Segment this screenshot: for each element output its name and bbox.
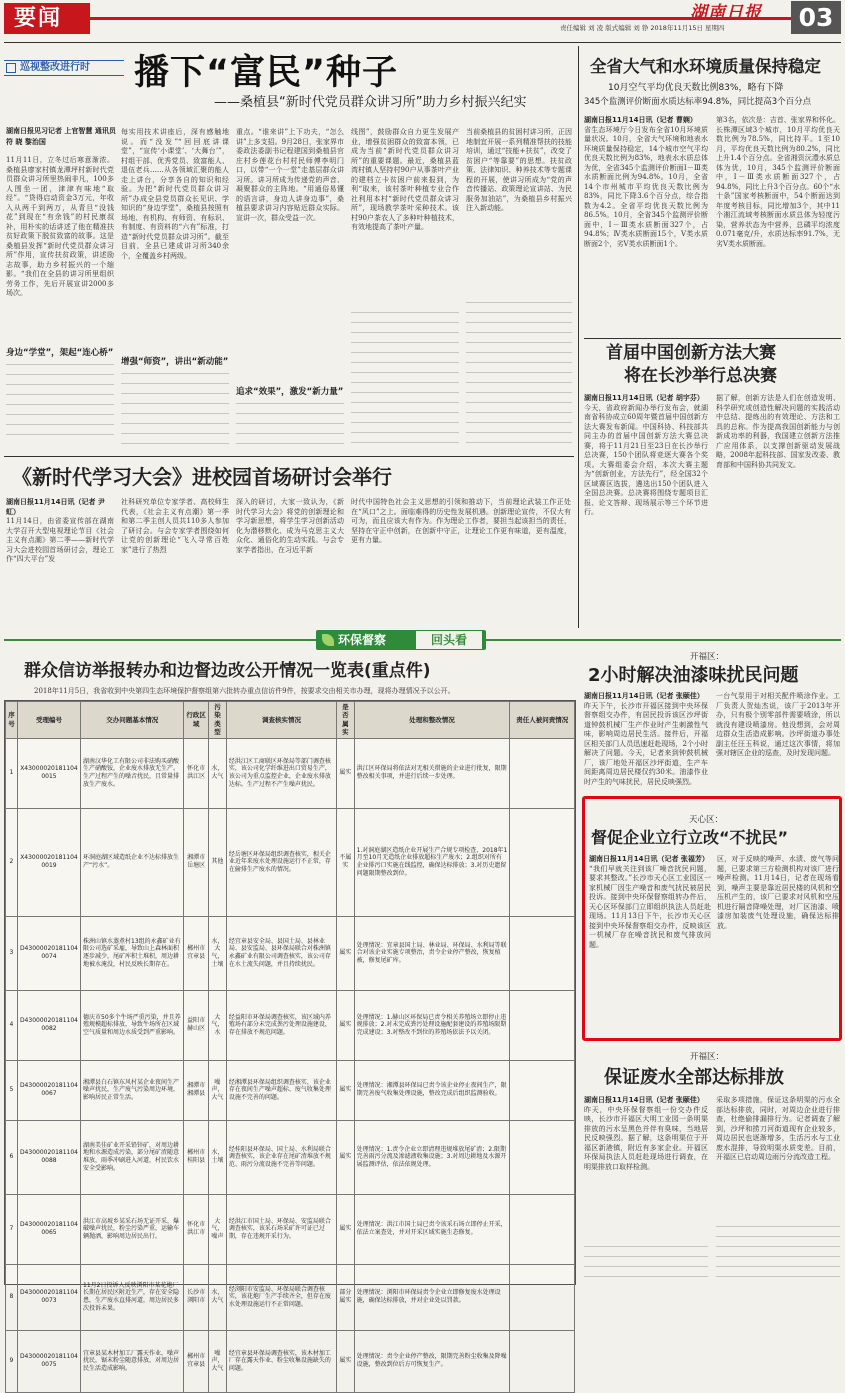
study-story: [4, 458, 574, 630]
cell-issue: 宜章县某木材加工厂露天作业，噪声扰民，锯末粉尘随意排放，对周边居民生活造成影响。: [81, 1330, 184, 1392]
cell-area: 湘潭市湘潭县: [184, 1060, 209, 1120]
cell-ask: [510, 1060, 575, 1120]
kaifu1-col-1: [584, 692, 708, 792]
cell-handle: 处理情况：宜章县国土局、林业局、环保局、水利局等联合对该企业实施专项整治，责令企业停产整改，恢复植被，修复尾矿库。: [354, 916, 510, 990]
banner-leaf-icon: [322, 634, 334, 646]
cell-id: D43000020181104 0067: [17, 1060, 80, 1120]
table-row: [6, 808, 575, 916]
complaint-table: [4, 700, 576, 1373]
cell-no: 7: [6, 1194, 18, 1264]
tianxin-col-2: [717, 855, 839, 1037]
env-text-a: 省生态环境厅今日发布全省10月环境质量状况。10月，全省大气环境和地表水环境质量保持稳定，14个城市空气平均优良天数比例为83%，地表水水质总体为优，全省345个监测评价断面Ⅰ－Ⅲ类水质断面比例为94.8%。10月，全省14个市州城市平均优良天数比例为83%，同比下降3.6个百分点，综合指数为4.2。全省平均优良天数比例为86.5%。10月，全省345个监测评价断面中，Ⅰ－Ⅲ类水质断面327个，占94.8%；Ⅳ类水质断面15个，Ⅴ类水质断面2个，劣Ⅴ类水质断面1个。: [584, 125, 708, 248]
lead-subhead-2: 增强“师资”，讲出“新动能”: [121, 357, 229, 367]
main-column-divider: [578, 46, 579, 628]
cell-handle: 1.对洞庭湖区造纸企业开展生产合规专项检查，2018年1月至10月无造纸企业排放超标生产废水；2.组织对所有企业排污口实施在线监控，确保达标排放；3.对历史遗留问题限期整改到位。: [354, 808, 510, 916]
column-tag: [4, 60, 124, 76]
innovation-byline: 湖南日报11月14日讯（记者 胡宇芬）: [584, 394, 704, 402]
innovation-story: [584, 340, 841, 628]
editors-line: 责任编辑 刘 凌 版式编辑 刘 铮 2018年11月15日 星期四: [560, 24, 725, 32]
cell-issue: 洪江市高坡乡某采石场无证开采，爆破噪声扰民，粉尘污染严重，运输车辆抛洒，影响周边居民出行。: [81, 1194, 184, 1264]
lead-col-3-filler: [236, 403, 344, 449]
table-row: [6, 1330, 575, 1392]
cell-type: 水，大气: [208, 1264, 226, 1330]
cell-check: 经湘潭县环保局组织调查核实，该企业存在夜间生产噪声超标、废气收集处理设施不完善的问题。: [226, 1060, 336, 1120]
kaifu1-text-a: 昨天下午，长沙市开福区接到中央环保督察组交办件，有居民投诉该区沙坪街道钟鼓机械厂生产作业时产生刺激性气味，影响周边居民生活。接件后，开福区相关部门人员迅速赶赴现场，2个小时解决了问题。今天，记者来到钟鼓机械厂，该厂地处开福区沙坪街道，生产车间距离周边居民楼仅约30米。油漆作业时产生的气味扰民，居民反映强烈。: [584, 701, 708, 786]
cell-id: D43000020181104 0075: [17, 1330, 80, 1392]
cell-issue: 湖南汉华化工有限公司非法购买硝酸生产硝酸铵，企业废水排放无生产。生产过程产生的噪音扰民，且常量排放生产废水。: [81, 738, 184, 808]
study-headline: 《新时代学习大会》进校园首场研讨会举行: [12, 465, 392, 489]
cell-ask: [510, 808, 575, 916]
cell-issue: 环洞庭湖区域造纸企业不达标排放生产“污水”。: [81, 808, 184, 916]
cell-area: 怀化市洪江区: [184, 738, 209, 808]
cell-check: 经浏阳市安监局、环保局联合调查核实，该花炮厂生产手续齐全，但存在废水处理设施运行不正常问题。: [226, 1264, 336, 1330]
kaifu2-col-1: [584, 1096, 708, 1284]
study-col-2-text: 社科研究单位专家学者、高校师生代表，《社会主义有点潮》第一季和第二季主创人员共110多人参加了研讨会。与会专家学者围绕如何让党的创新理论“飞入寻常百姓家”进行了热烈: [121, 498, 229, 554]
lead-subhead: ——桑植县“新时代党员群众讲习所”助力乡村振兴纪实: [214, 95, 527, 110]
tianxin-text-a: “我们早就关注到该厂噪音扰民问题，要求其整改。”长沙市天心区工业园区一家机械厂因生产噪音和废气扰民被居民投诉。接到中央环保督察组转办件后，天心区环保部门立即组织执法人员赶赴现场。11月13日下午，长沙市天心区接到中央环保督察组交办件，反映该区一机械厂存在噪音扰民和废气排放问题。: [589, 864, 711, 949]
paper-logo: 湖南日报: [690, 3, 762, 23]
cell-no: 8: [6, 1264, 18, 1330]
kaifu1-byline: 湖南日报11月14日讯（记者 张颐佳）: [584, 692, 704, 700]
lead-col-1-text: 11月11日，立冬过后寒意渐浓。桑植县廖家村镇龙潭坪村新时代党员群众讲习所里热闹非凡，100多人围坐一团，津津有味地“取经”。“贷得启动资金3万元，年收入从两千到两万，从青旦“没钱花”到现在“有余钱”的村民康叔补，用朴实的话讲述了他在精准扶贫好政策下脱贫致富的故事。这是桑植县发挥“新时代党员群众讲习所”作用，宣传扶贫政策，讲述励志故事，助力乡村振兴的一个缩影。“我们在全县的讲习所里组织劳务工作，先后开展宣讲2000多场次。: [6, 156, 114, 298]
cell-issue: 湘潭县白石镇东风村某企业夜间生产噪声扰民，生产废气污染周边环境，影响居民正常生活。: [81, 1060, 184, 1120]
study-col-1: [6, 498, 114, 626]
cell-ask: [510, 990, 575, 1060]
th-id: 受理编号: [17, 702, 80, 739]
th-no: 序号: [6, 702, 18, 739]
cell-check: 经岳塘区环保局组织调查核实，相关企业近年来废水处理设施运行不正常，存在偷排生产废水的情况。: [226, 808, 336, 916]
th-type: 污染类型: [208, 702, 226, 739]
cell-type: 水，大气: [208, 738, 226, 808]
table-row: [6, 738, 575, 808]
cell-issue: 湖南美佳矿业开采铅锌矿，对周边耕地和水源造成污染，部分尾矿渣随意堆放，雨季冲刷进入河道，村民饮水安全受影响。: [81, 1120, 184, 1194]
innovation-text-a: 今天，省政府新闻办举行发布会，就湖南省科协成立60周年暨首届中国创新方法大赛发布新闻。中国科协、科技部共同主办的首届中国创新方法大赛总决赛，将于11月21日至23日在长沙举行总决赛，150个团队将竞逐大赛各个奖项。大赛组委会介绍，本次大赛主题为“创新创业，方法先行”，经全国32个区域赛区选拔，遴选出150个团队进入全国总决赛。总决赛将围绕专题项目汇报、论文答辩、现场展示等三个环节进行。: [584, 403, 708, 517]
table-intro: 2018年11月5日，我省收到中央第四生态环境保护督察组第六批转办重点信访件9件，按要求交由相关市办理，现将办理情况予以公开。: [34, 687, 455, 695]
table-row: [6, 990, 575, 1060]
table-header-row: [6, 702, 575, 739]
cell-real: 属实: [337, 1120, 354, 1194]
cell-area: 郴州市宜章县: [184, 916, 209, 990]
lead-col-3: [236, 128, 344, 450]
lead-col-1-filler: [6, 364, 114, 444]
lead-subhead-1: 身边“学堂”，架起“连心桥”: [6, 348, 114, 358]
env-quality-story: [584, 46, 841, 336]
cell-area: 怀化市洪江市: [184, 1194, 209, 1264]
innovation-text-b: 据了解，创新方法是人们在创造发明、科学研究或创造性解决问题的实践活动中总结、提炼出的有效理论、方法和工具的总称。作为提高我国创新能力与创新成功率的利器，我国建立创新方法推广应用体系，以支撑创新驱动发展战略，2008年起科技部、国家发改委、教育部和中国科协共同发文。: [716, 394, 840, 469]
cell-no: 1: [6, 738, 18, 808]
lead-col-5: [466, 128, 572, 450]
cell-ask: [510, 738, 575, 808]
env-text-b: 第3名，依次是：吉首、张家界和怀化。长株潭区域3个城市，10月平均优良天数比例为78.5%，同比持平。1至10月，平均优良天数比例为80.2%，同比上升1.4个百分点。全省湘资沅澧水质总体为优，10月，345个监测评价断面中，Ⅰ－Ⅲ类水质断面327个，占94.8%，同比上升3个百分点。60个“水十条”国家考核断面中，54个断面达到年度考核目标，同比增加3个，其中11个湘江流域考核断面水质总体为轻度污染，营养状态为中营养，总磷平均浓度0.071毫克/升，水质达标率91.7%，无劣V类水质断面。: [716, 116, 840, 248]
cell-real: 部分属实: [337, 1264, 354, 1330]
section-tag: [4, 3, 90, 34]
innovation-headline-1: 首届中国创新方法大赛: [606, 343, 776, 363]
masthead-rule: [4, 42, 841, 43]
cell-type: 水，大气，土壤: [208, 916, 226, 990]
lead-byline: 湖南日报见习记者 上官智慧 通讯员 符 晓 黎治国: [6, 127, 116, 146]
lead-col-3-text: 重点。“谁来讲”上下功夫，“怎么讲”上多支招。9月28日，张家界市委政法委副书记程建国到桑植县官庄村乡莲花台村村民师傅李明门口，以带“一个一堂”走基层群众讲习所。讲习所成为传递党的声音、凝聚群众的主阵地。“用通俗易懂的语言讲，身边人讲身边事”，桑植县要求讲习内容贴近群众实际。宣讲一次，群众受益一次。: [236, 128, 344, 222]
lead-subhead-3: 追求“效果”，激发“新力量”: [236, 387, 344, 397]
section-label: 要闻: [14, 6, 63, 31]
lead-col-5-text: 当前桑植县的贫困村讲习所，正因地制宜开展一系列精准帮扶的技能培训，通过“技能+扶贫”，改变了贫困户“等靠要”的思想。扶贫政策、法律知识、种养技术等专题课程的开展，使讲习所成为“党的声音传播站、政策理论宣讲站、为民服务加油站”，为桑植县乡村振兴注入新动能。: [466, 128, 572, 213]
cell-id: X43000020181104 0019: [17, 808, 80, 916]
cell-ask: [510, 1330, 575, 1392]
cell-type: 噪声，大气: [208, 1060, 226, 1120]
banner-suffix: 回头看: [416, 631, 482, 649]
kaifu2-col-2: [716, 1096, 840, 1284]
inspection-banner: [4, 630, 841, 650]
cell-id: D43000020181104 0074: [17, 916, 80, 990]
kaifu2-col-1-filler: [584, 1246, 708, 1282]
cell-id: D43000020181104 0065: [17, 1194, 80, 1264]
right-rule-1: [584, 338, 841, 339]
cell-issue: 株洲山镇水蒸煮村13组的永鑫矿业有限公司选矿采雇，导致山上森林面积逐步减少，尾矿库积土堆积，周边耕地被水淹没，村民反映长期存在。: [81, 916, 184, 990]
study-col-4: [351, 498, 571, 626]
kaifu2-col-2-filler: [716, 1226, 840, 1280]
lead-col-2-filler: [121, 373, 229, 449]
tianxin-col-1: [589, 855, 711, 1037]
lead-col-4-filler: [351, 312, 459, 447]
cell-area: 郴州市桂阳县: [184, 1120, 209, 1194]
env-subhead-2: 345个监测评价断面水质达标率94.8%，同比提高3个百分点: [584, 97, 812, 107]
cell-real: 属实: [337, 1194, 354, 1264]
env-subhead-1: 10月空气平均优良天数比例83%，略有下降: [608, 83, 784, 93]
cell-issue: 德庆市50多个牛场严重污染，并且养殖规模超标排放，导致牛场所在区域空气质量和周边水质受到严重影响。: [81, 990, 184, 1060]
lead-story: [4, 46, 574, 454]
tianxin-district: 天心区：: [689, 815, 724, 825]
kaifu-wastewater-story: [584, 1046, 841, 1286]
table-row: [6, 1194, 575, 1264]
cell-handle: 处理情况：浏阳市环保局责令企业立即修复废水处理设施，确保达标排放，并对企业处以罚款。: [354, 1264, 510, 1330]
th-check: 调查核实情况: [226, 702, 336, 739]
cell-type: 大气，噪声: [208, 1194, 226, 1264]
cell-ask: [510, 1120, 575, 1194]
kaifu2-district: 开福区：: [690, 1052, 725, 1062]
kaifu2-text-b: 采取多项措施，保证这条明渠的污水全部达标排放，同时，对周边企业进行排查，杜绝偷排漏排行为。记者调查了解到，沙坪和捞刀河街道现有企业较多，周边居民也逐渐增多，生活污水与工业废水混排，导致明渠水质变差。目前，开福区已启动周边雨污分流改造工程。: [716, 1096, 840, 1162]
th-real: 是否属实: [337, 702, 354, 739]
kaifu1-col-2: [716, 692, 840, 792]
cell-handle: 洪江区环保局将依法对无相关措施的企业进行批复，限期整改相关事项，并进行后续一步处理。: [354, 738, 510, 808]
env-byline: 湖南日报11月14日讯（记者 曹娴）: [584, 116, 697, 124]
tianxin-story-highlight: [582, 796, 842, 1041]
cell-ask: [510, 916, 575, 990]
banner-title: 环保督察: [338, 633, 387, 647]
cell-area: 郴州市宜章县: [184, 1330, 209, 1392]
cell-id: D43000020181104 0073: [17, 1264, 80, 1330]
column-tag-icon: [6, 63, 16, 73]
innovation-col-2: [716, 394, 840, 624]
study-col-2: [121, 498, 229, 626]
study-col-4-text: 时代中国特色社会主义思想的引领和推动下，当前理论武装工作正处在“风口”之上。面临难得的历史性发展机遇。创新理论宣传，不仅大有可为，而且应该大有作为。作为理论工作者，要担当起该担当的责任，坚持在守正中创新，在创新中守正，让理论工作更有味道，更有温度，更有力量。: [351, 498, 571, 545]
page-number: 03: [791, 1, 841, 34]
cell-type: 噪声，大气: [208, 1330, 226, 1392]
cell-real: 属实: [337, 1330, 354, 1392]
cell-check: 经益阳市环保局调查核实，该区域内养殖场有部分未完成粪污处理设施建设，存在排放不规范问题。: [226, 990, 336, 1060]
cell-no: 3: [6, 916, 18, 990]
cell-no: 9: [6, 1330, 18, 1392]
study-col-1-text: 11月14日，由省委宣传部在湖南大学召开大型电视理论节目《社会主义有点潮》第二季——新时代学习大会进校园首场研讨会，理论工作“四大平台”发: [6, 517, 114, 564]
cell-no: 5: [6, 1060, 18, 1120]
cell-id: X43000020181104 0015: [17, 738, 80, 808]
cell-id: D43000020181104 0088: [17, 1120, 80, 1194]
lead-col-2-text: 每实用技术讲座后，深有感触地说。而“没发”“回回底讲课堂”，“宣传‘小课堂’、‘大舞台’”，村组干部、优秀党员、致富能人、退伍老兵……从各领域汇聚的能人走上讲台，分享各自的知识和经验。为把“新时代党员群众讲习所”办成全县党员群众长见识、学知识的“身边学堂”，桑植县按照有场地、有机构、有师资、有标识、有制度、有资料的“六有”标准，打造“新时代党员群众讲习所”。截至目前，全县已建成讲习所340余个，全覆盖乡村两级。: [121, 128, 229, 260]
table-row: [6, 1264, 575, 1330]
th-area: 行政区域: [184, 702, 209, 739]
study-col-3: [236, 498, 344, 626]
table-row: [6, 1120, 575, 1194]
cell-handle: 处理情况：洪江市国土局已责令该采石场立即停止开采，依法立案查处，并对开采区域实施生态修复。: [354, 1194, 510, 1264]
cell-real: 属实: [337, 916, 354, 990]
cell-ask: [510, 1194, 575, 1264]
cell-check: 经宜章县安全局、县国土局、县林业局、县安监局、县环保局联合对株洲镇永鑫矿业有限公司调查核实，该公司存在水土流失问题，并且持续扰民。: [226, 916, 336, 990]
cell-issue: 11月2日投诉人反映浏阳市某花炮厂长期在居民区附近生产，存在安全隐患，生产废水直排河道，周边居民多次投诉未果。: [81, 1264, 184, 1330]
cell-no: 4: [6, 990, 18, 1060]
lead-col-4-text: 线图”，鼓励群众自力更生发展产业，增强贫困群众的致富本领，已成为当前“新时代党员群众讲习所”的重要课题。最近，桑植县蓝湾村镇人坚持村90户从事茶叶产业的建档立卡贫困户前来报到，为利“取来，该村茶叶种植专业合作社利用本村“新时代党员群众讲习所”，现场教学茶叶采种技术。该村90户茶农人了多种叶种植技术，有效地提高了茶叶产量。: [351, 128, 459, 232]
env-col-1: [584, 116, 708, 334]
cell-type: 大气，水: [208, 990, 226, 1060]
cell-area: 湘潭市岳塘区: [184, 808, 209, 916]
cell-ask: [510, 1264, 575, 1330]
cell-handle: 处理情况：责令企业停产整改，限期完善粉尘收集及降噪设施，整改到位后方可恢复生产。: [354, 1330, 510, 1392]
tianxin-byline: 湖南日报11月14日讯（记者 张福芳）: [589, 855, 709, 863]
cell-area: 长沙市浏阳市: [184, 1264, 209, 1330]
cell-type: 其他: [208, 808, 226, 916]
kaifu2-byline: 湖南日报11月14日讯（记者 张颐佳）: [584, 1096, 704, 1104]
column-tag-label: 巡视整改进行时: [20, 62, 90, 73]
study-col-3-text: 深入的研讨，大家一致认为，《新时代学习大会》将党的创新理论和学习新思想，将学生学习创新活动化为潜移默化、成为马克思主义大众化、通俗化的生动实践。与会专家学者指出，在习近平新: [236, 498, 344, 554]
innovation-col-1: [584, 394, 708, 624]
kaifu1-text-b: 一台气泵用于对相关配件喷涂作业。工厂负责人贺灿杰说，该厂于2013年开办，只有极个别零部件需要喷涂，所以就没有建设喷漆房。他没想到，会对周边群众生活造成影响。沙坪街道办事处副主任汪玉科说，通过这次事情，将加强对辖区企业的巡查，及时发现问题。: [716, 692, 840, 758]
kaifu2-text-a: 昨天，中央环保督察组一份交办件反映，长沙市开福区大明工业园一条明渠排放的污水呈黑色并伴有臭味，当地居民反映强烈。据了解，这条明渠位于开福区新港镇，附近有多家企业。开福区环保局执法人员赶赴现场进行调查，在明渠排放口取样检测。: [584, 1105, 708, 1171]
cell-area: 益阳市赫山区: [184, 990, 209, 1060]
cell-type: 水，土壤: [208, 1120, 226, 1194]
lead-headline: 播下“富民”种子: [134, 53, 399, 93]
cell-id: D43000020181104 0082: [17, 990, 80, 1060]
lead-col-4: [351, 128, 459, 450]
table-headline: 群众信访举报转办和边督边改公开情况一览表(重点件): [24, 661, 431, 681]
complaint-table-section: [4, 652, 576, 1373]
study-top-rule: [4, 456, 574, 457]
kaifu2-headline: 保证废水全部达标排放: [604, 1067, 784, 1088]
lead-col-5-filler: [466, 302, 572, 447]
env-headline: 全省大气和水环境质量保持稳定: [590, 57, 821, 76]
banner-badge: [316, 630, 486, 650]
cell-handle: 处理情况：湘潭县环保局已责令该企业停止夜间生产，限期完善废气收集处理设施，整改完成后组织监测验收。: [354, 1060, 510, 1120]
cell-check: 经宜章县环保局调查核实，该木材加工厂存在露天作业、粉尘收集设施缺失的问题。: [226, 1330, 336, 1392]
cell-real: 属实: [337, 1060, 354, 1120]
cell-check: 经桂阳县环保局、国土局、水利局联合调查核实，该企业存在尾矿渣堆放不规范、雨污分流设施不完善等问题。: [226, 1120, 336, 1194]
lead-col-2: [121, 128, 229, 450]
th-issue: 交办问题基本情况: [81, 702, 184, 739]
cell-check: 经洪江市国土局、环保局、安监局联合调查核实，该采石场采矿许可证已过期，存在违规开采行为。: [226, 1194, 336, 1264]
env-col-2: [716, 116, 840, 334]
kaifu-oil-story: [584, 652, 841, 792]
innovation-headline-2: 将在长沙举行总决赛: [624, 366, 777, 386]
kaifu1-headline: 2小时解决油漆味扰民问题: [588, 665, 799, 686]
cell-real: 属实: [337, 990, 354, 1060]
kaifu1-district: 开福区：: [690, 652, 725, 662]
th-handle: 处理和整改情况: [354, 702, 510, 739]
cell-check: 经洪江区工商联区环保局等部门调查核实，该公司化学纤维进出口贸易生产，该公司为重点监控企业，企业废水排放达标。生产过程不产生噪声扰民。: [226, 738, 336, 808]
cell-handle: 处理情况：1.赫山区环保局已责令相关养殖场立即停止违规排放；2.对未完成粪污处理设施配套建设的养殖场限期完成建设；3.对整改不到位的养殖场依法予以关闭。: [354, 990, 510, 1060]
study-byline: 湖南日报11月14日讯（记者 尹虹）: [6, 498, 105, 516]
cell-handle: 处理情况：1.责令企业立即清理违规堆放尾矿渣；2.限期完善雨污分流及渗滤液收集设施；3.对周边耕地及水源开展监测评估，依法依规处理。: [354, 1120, 510, 1194]
tianxin-headline: 督促企业立行立改“不扰民”: [591, 828, 789, 847]
cell-no: 6: [6, 1120, 18, 1194]
cell-real: 属实: [337, 738, 354, 808]
cell-no: 2: [6, 808, 18, 916]
table-row: [6, 1060, 575, 1120]
table-row: [6, 916, 575, 990]
masthead: [0, 0, 845, 42]
cell-real: 不属实: [337, 808, 354, 916]
tianxin-text-b: 区，对于反映的噪声、水渍、废气等问题，已要求第三方检测机构对该厂进行噪声检测。11月14日，记者在现场看到，噪声主要是靠近居民楼的风机和空压机产生的，该厂已要求对风机和空压机进行隔音降噪处理，对厂区油漆、喷漆房加装废气处理设施，确保达标排放。: [717, 855, 839, 930]
lead-col-1: [6, 156, 114, 450]
th-ask: 责任人被问责情况: [510, 702, 575, 739]
